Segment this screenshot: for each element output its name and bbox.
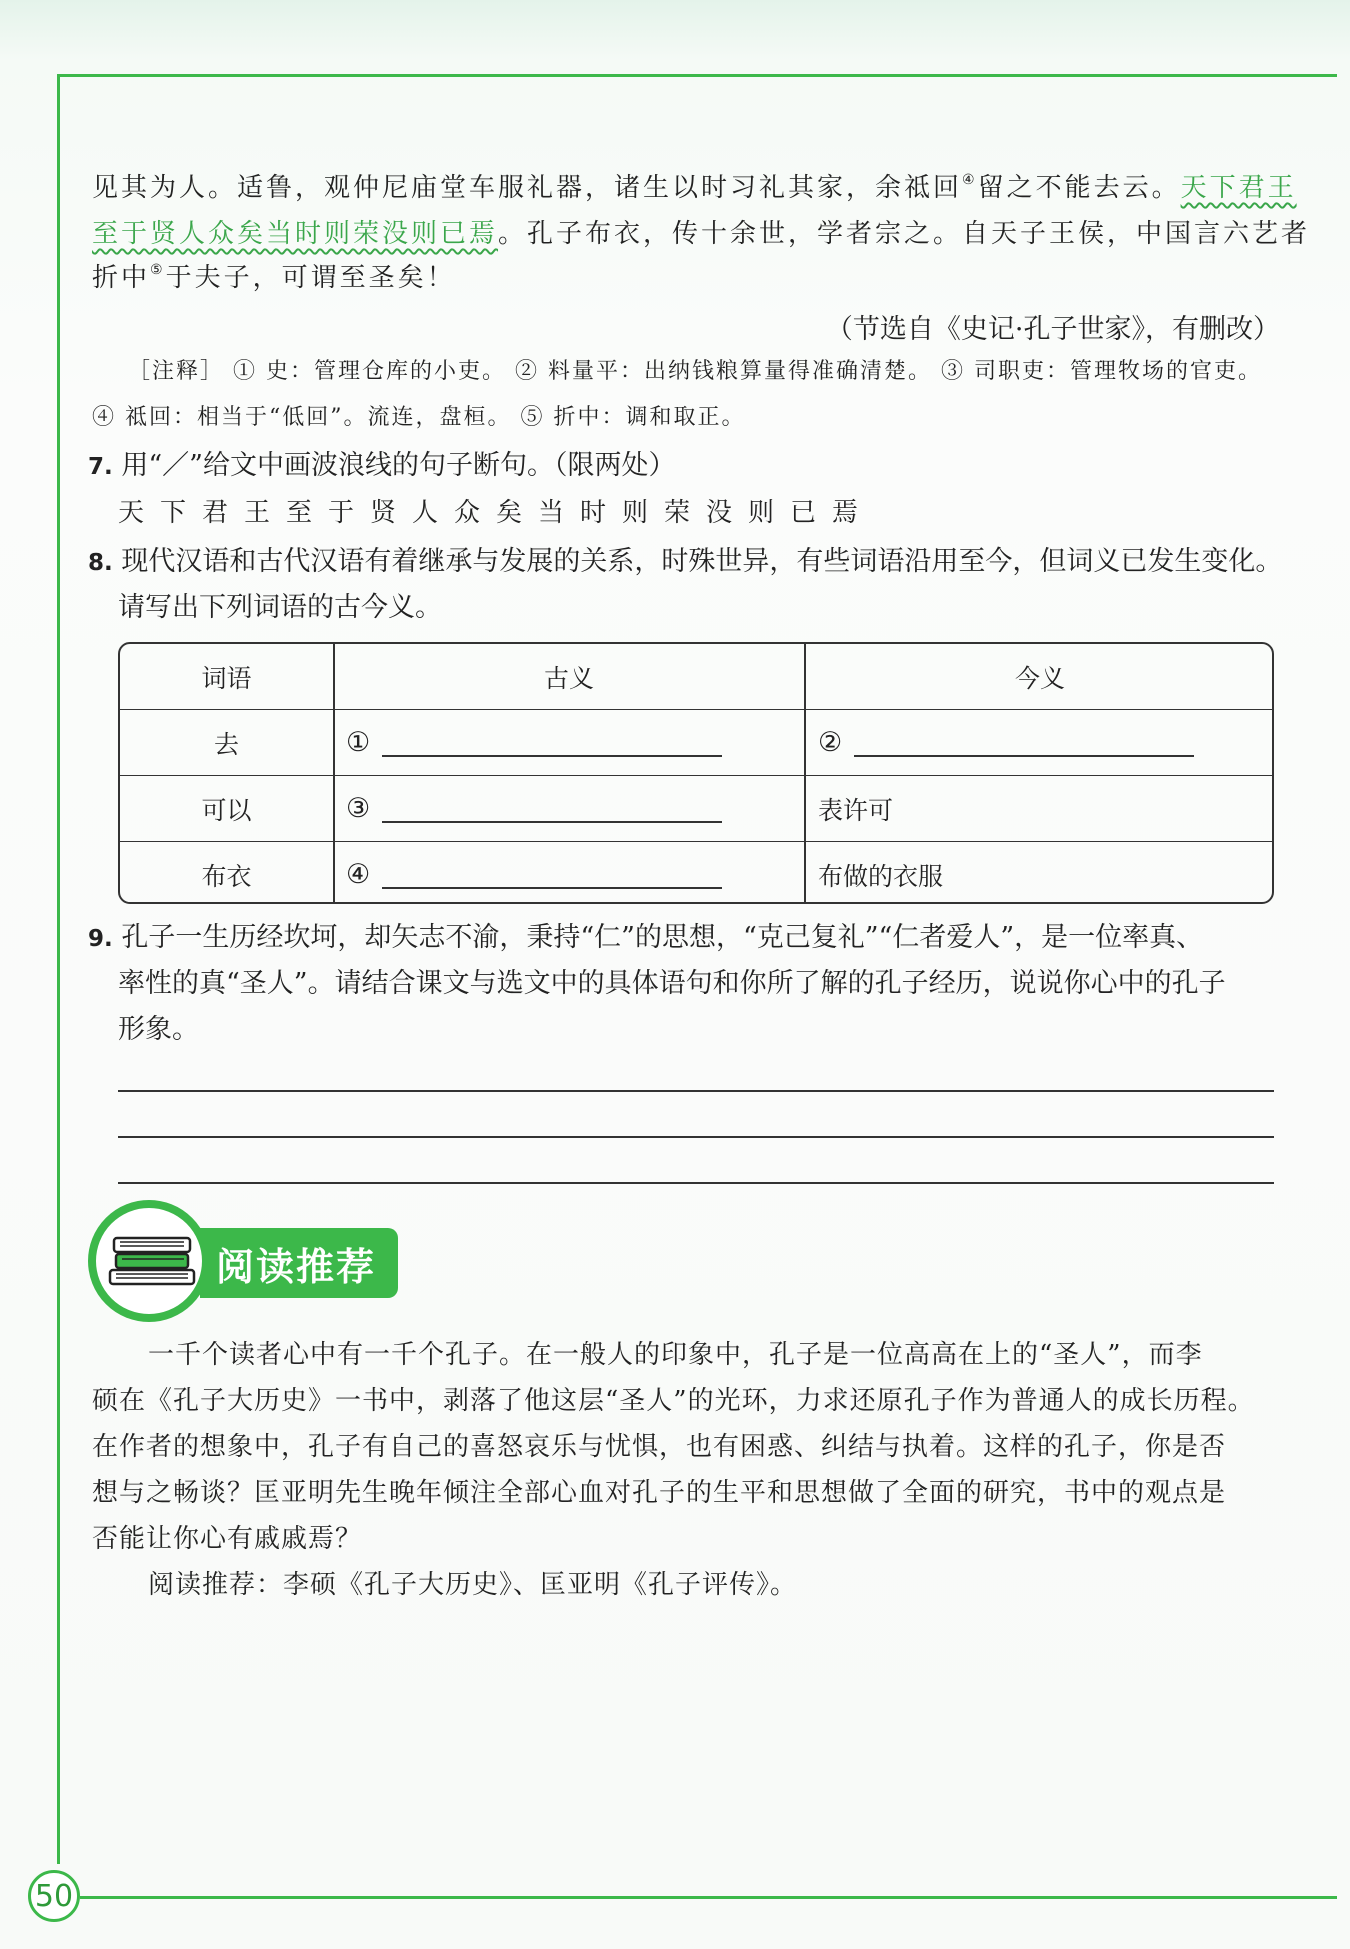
table-header-row xyxy=(120,644,1272,709)
passage-line-1: 见其为人。适鲁，观仲尼庙堂车服礼器，诸生以时习礼其家，余祗回④留之不能去云。天下君王 xyxy=(92,172,1297,203)
frame-bottom-border xyxy=(80,1896,1337,1899)
question-7 xyxy=(88,444,675,489)
cell-word: 可以 xyxy=(201,795,252,825)
passage-line-2: 至于贤人众矣当时则荣没则已焉。孔子布衣，传十余世，学者宗之。自天子王侯，中国言六艺者 xyxy=(92,219,1311,249)
answer-line[interactable] xyxy=(118,1182,1274,1184)
frame-left-border xyxy=(57,74,60,1864)
question-number: 8. xyxy=(88,550,113,576)
question-9-line-2: 率性的真“圣人”。请结合课文与选文中的具体语句和你所了解的孔子经历，说说你心中的孔子 xyxy=(118,968,1226,999)
page-number: 50 xyxy=(28,1870,80,1922)
reading-recommend-line: 阅读推荐：李硕《孔子大历史》、匡亚明《孔子评传》。 xyxy=(148,1570,798,1600)
header-modern: 今义 xyxy=(1014,663,1065,693)
footnote-marker-5: ⑤ xyxy=(150,262,166,278)
cell-modern: 布做的衣服 xyxy=(818,861,944,891)
frame-top-border xyxy=(57,74,1337,77)
question-9-line-3: 形象。 xyxy=(118,1014,199,1045)
cell-ancient-blank[interactable]: ④ xyxy=(346,842,796,904)
question-text: 孔子一生历经坎坷，却矢志不渝，秉持“仁”的思想，“克己复礼”“仁者爱人”，是一位率真、 xyxy=(121,922,1204,953)
question-number: 9. xyxy=(88,926,113,952)
cell-ancient-blank[interactable]: ① xyxy=(346,710,796,775)
cell-modern-blank[interactable]: ② xyxy=(818,710,1268,775)
reading-recommendation-title: 阅读推荐 xyxy=(200,1228,398,1298)
wavy-underlined-text: 至于贤人众矣当时则荣没则已焉 xyxy=(92,219,499,249)
answer-blank[interactable] xyxy=(382,821,722,823)
reading-paragraph-line: 一千个读者心中有一千个孔子。在一般人的印象中，孔子是一位高高在上的“圣人”，而李 xyxy=(148,1340,1203,1370)
answer-blank[interactable] xyxy=(382,887,722,889)
cell-word: 布衣 xyxy=(201,861,252,891)
cell-ancient-blank[interactable]: ③ xyxy=(346,776,796,841)
passage-source: （节选自《史记·孔子世家》，有删改） xyxy=(825,314,1280,345)
header-ancient: 古义 xyxy=(543,663,594,693)
question-text: 现代汉语和古代汉语有着继承与发展的关系，时殊世异，有些词语沿用至今，但词义已发生变化。 xyxy=(121,546,1283,577)
table-row xyxy=(120,775,1272,841)
reading-paragraph-line: 在作者的想象中，孔子有自己的喜怒哀乐与忧惧，也有困惑、纠结与执着。这样的孔子，你是否 xyxy=(92,1432,1227,1462)
table-row xyxy=(120,841,1272,904)
answer-blank[interactable] xyxy=(854,755,1194,757)
answer-blank[interactable] xyxy=(382,755,722,757)
q7-sentence[interactable]: 天下君王至于贤人众矣当时则荣没则已焉 xyxy=(118,498,875,528)
question-number: 7. xyxy=(88,454,113,480)
footnote-marker-4: ④ xyxy=(962,172,978,188)
notes-line-2: ④ 祗回：相当于“低回”。流连，盘桓。 ⑤ 折中：调和取正。 xyxy=(92,405,746,430)
question-text: 用“／”给文中画波浪线的句子断句。（限两处） xyxy=(121,450,676,481)
reading-paragraph-line: 否能让你心有戚戚焉？ xyxy=(92,1524,363,1554)
vocab-table xyxy=(118,642,1274,904)
reading-paragraph-line: 想与之畅谈？匡亚明先生晚年倾注全部心血对孔子的生平和思想做了全面的研究，书中的观点是 xyxy=(92,1478,1227,1508)
table-row xyxy=(120,709,1272,775)
answer-line[interactable] xyxy=(118,1136,1274,1138)
answer-line[interactable] xyxy=(118,1090,1274,1092)
question-8-continued: 请写出下列词语的古今义。 xyxy=(118,592,442,623)
question-9 xyxy=(88,916,1203,961)
reading-paragraph-line: 硕在《孔子大历史》一书中，剥落了他这层“圣人”的光环，力求还原孔子作为普通人的成长历程。 xyxy=(92,1386,1255,1416)
books-icon xyxy=(104,1228,200,1292)
question-8 xyxy=(88,540,1282,585)
cell-word: 去 xyxy=(213,729,239,759)
header-word: 词语 xyxy=(201,663,252,693)
cell-modern: 表许可 xyxy=(818,795,894,825)
notes-line-1: ［注释］ ① 史：管理仓库的小吏。 ② 料量平：出纳钱粮算量得准确清楚。 ③ 司职吏：管理牧场的官吏。 xyxy=(128,359,1262,384)
wavy-underlined-text: 天下君王 xyxy=(1180,173,1297,203)
passage-line-3: 折中⑤于夫子，可谓至圣矣！ xyxy=(92,262,456,293)
